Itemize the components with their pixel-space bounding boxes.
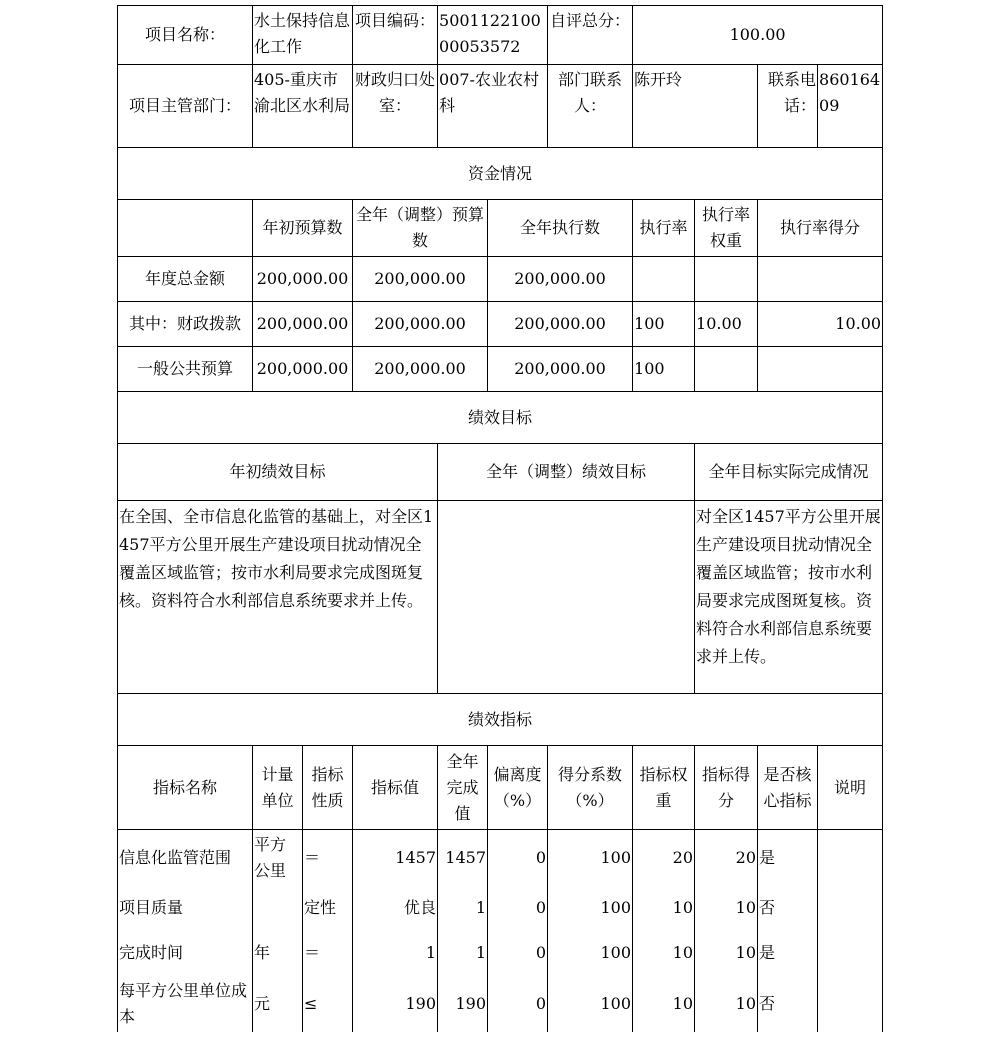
funds-row-budget: 200,000.00 <box>253 347 353 392</box>
funds-row-weight <box>695 347 758 392</box>
funds-row-score <box>758 257 883 302</box>
funds-header-blank <box>118 200 253 257</box>
funds-row-name: 其中：财政拨款 <box>118 302 253 347</box>
funds-row-rate: 100 <box>633 302 695 347</box>
ind-header-core: 是否核心指标 <box>758 746 818 830</box>
funds-row-executed: 200,000.00 <box>488 347 633 392</box>
ind-dev: 0 <box>488 830 548 886</box>
ind-nature: ≤ <box>303 976 353 1032</box>
funds-row-budget: 200,000.00 <box>253 302 353 347</box>
ind-unit: 平方公里 <box>253 830 303 886</box>
dept-value: 405-重庆市渝北区水利局 <box>253 65 353 148</box>
funds-section-title: 资金情况 <box>118 148 883 200</box>
ind-weight: 10 <box>633 976 695 1032</box>
contact-label: 部门联系人： <box>548 65 633 148</box>
performance-evaluation-form <box>117 5 882 1032</box>
ind-core: 否 <box>758 976 818 1032</box>
ind-coef: 100 <box>548 976 633 1032</box>
score-label: 自评总分： <box>548 6 633 65</box>
ind-dev: 0 <box>488 976 548 1032</box>
ind-core: 是 <box>758 830 818 886</box>
funds-row-name: 年度总金额 <box>118 257 253 302</box>
ind-unit: 元 <box>253 976 303 1032</box>
ind-header-coef: 得分系数（%） <box>548 746 633 830</box>
indicator-row <box>118 931 883 976</box>
funds-row-budget: 200,000.00 <box>253 257 353 302</box>
indicator-row <box>118 976 883 1032</box>
indicator-row <box>118 830 883 886</box>
contact-value: 陈开玲 <box>633 65 758 148</box>
ind-coef: 100 <box>548 931 633 976</box>
funds-row <box>118 347 883 392</box>
ind-name: 完成时间 <box>118 931 253 976</box>
funds-row-weight: 10.00 <box>695 302 758 347</box>
ind-done: 190 <box>438 976 488 1032</box>
ind-score: 10 <box>695 931 758 976</box>
funds-row-rate: 100 <box>633 347 695 392</box>
ind-value: 190 <box>353 976 438 1032</box>
ind-weight: 10 <box>633 931 695 976</box>
funds-row-score: 10.00 <box>758 302 883 347</box>
indicator-row <box>118 886 883 931</box>
funds-header-score: 执行率得分 <box>758 200 883 257</box>
funds-header-budget: 年初预算数 <box>253 200 353 257</box>
ind-nature: 定性 <box>303 886 353 931</box>
project-code-label: 项目编码： <box>353 6 438 65</box>
ind-score: 10 <box>695 976 758 1032</box>
ind-done: 1 <box>438 931 488 976</box>
ind-note <box>818 931 883 976</box>
phone-value: 86016409 <box>818 65 883 148</box>
funds-row-name: 一般公共预算 <box>118 347 253 392</box>
funds-row-adjusted: 200,000.00 <box>353 257 488 302</box>
ind-header-unit: 计量单位 <box>253 746 303 830</box>
project-code: 500112210000053572 <box>438 6 548 65</box>
ind-nature: ＝ <box>303 830 353 886</box>
phone-label: 联系电话： <box>758 65 818 148</box>
ind-done: 1457 <box>438 830 488 886</box>
ind-note <box>818 830 883 886</box>
project-name-label: 项目名称： <box>118 6 253 65</box>
ind-coef: 100 <box>548 830 633 886</box>
funds-row-executed: 200,000.00 <box>488 257 633 302</box>
ind-note <box>818 886 883 931</box>
ind-unit <box>253 886 303 931</box>
finance-value: 007-农业农村科 <box>438 65 548 148</box>
ind-value: 1457 <box>353 830 438 886</box>
funds-row <box>118 302 883 347</box>
ind-unit: 年 <box>253 931 303 976</box>
ind-header-weight: 指标权重 <box>633 746 695 830</box>
funds-header-adjusted: 全年（调整）预算数 <box>353 200 488 257</box>
goals-adjusted-text <box>438 501 695 694</box>
ind-note <box>818 976 883 1032</box>
ind-name: 信息化监管范围 <box>118 830 253 886</box>
funds-header-weight: 执行率权重 <box>695 200 758 257</box>
ind-value: 1 <box>353 931 438 976</box>
finance-label: 财政归口处室： <box>353 65 438 148</box>
ind-core: 是 <box>758 931 818 976</box>
ind-value: 优良 <box>353 886 438 931</box>
form-table <box>117 5 883 1032</box>
goals-section-title: 绩效目标 <box>118 392 883 444</box>
funds-row-score <box>758 347 883 392</box>
project-name: 水土保持信息化工作 <box>253 6 353 65</box>
funds-row-executed: 200,000.00 <box>488 302 633 347</box>
ind-nature: ＝ <box>303 931 353 976</box>
ind-header-done: 全年完成值 <box>438 746 488 830</box>
ind-coef: 100 <box>548 886 633 931</box>
dept-label: 项目主管部门： <box>118 65 253 148</box>
ind-header-nature: 指标性质 <box>303 746 353 830</box>
ind-dev: 0 <box>488 886 548 931</box>
funds-row-weight <box>695 257 758 302</box>
ind-dev: 0 <box>488 931 548 976</box>
ind-core: 否 <box>758 886 818 931</box>
ind-name: 每平方公里单位成本 <box>118 976 253 1032</box>
goals-header-initial: 年初绩效目标 <box>118 444 438 501</box>
goals-initial-text: 在全国、全市信息化监管的基础上，对全区1457平方公里开展生产建设项目扰动情况全覆盖区域监管；按市水利局要求完成图斑复核。资料符合水利部信息系统要求并上传。 <box>118 501 438 694</box>
ind-header-note: 说明 <box>818 746 883 830</box>
ind-weight: 20 <box>633 830 695 886</box>
funds-header-rate: 执行率 <box>633 200 695 257</box>
ind-header-score: 指标得分 <box>695 746 758 830</box>
ind-name: 项目质量 <box>118 886 253 931</box>
goals-header-actual: 全年目标实际完成情况 <box>695 444 883 501</box>
total-score: 100.00 <box>633 6 883 65</box>
funds-row-adjusted: 200,000.00 <box>353 302 488 347</box>
goals-header-adjusted: 全年（调整）绩效目标 <box>438 444 695 501</box>
funds-header-executed: 全年执行数 <box>488 200 633 257</box>
ind-header-dev: 偏离度（%） <box>488 746 548 830</box>
funds-row <box>118 257 883 302</box>
ind-score: 20 <box>695 830 758 886</box>
funds-row-rate <box>633 257 695 302</box>
ind-score: 10 <box>695 886 758 931</box>
indicators-section-title: 绩效指标 <box>118 694 883 746</box>
ind-header-name: 指标名称 <box>118 746 253 830</box>
funds-row-adjusted: 200,000.00 <box>353 347 488 392</box>
ind-done: 1 <box>438 886 488 931</box>
ind-weight: 10 <box>633 886 695 931</box>
goals-actual-text: 对全区1457平方公里开展生产建设项目扰动情况全覆盖区域监管；按市水利局要求完成图斑复核。资料符合水利部信息系统要求并上传。 <box>695 501 883 694</box>
ind-header-value: 指标值 <box>353 746 438 830</box>
